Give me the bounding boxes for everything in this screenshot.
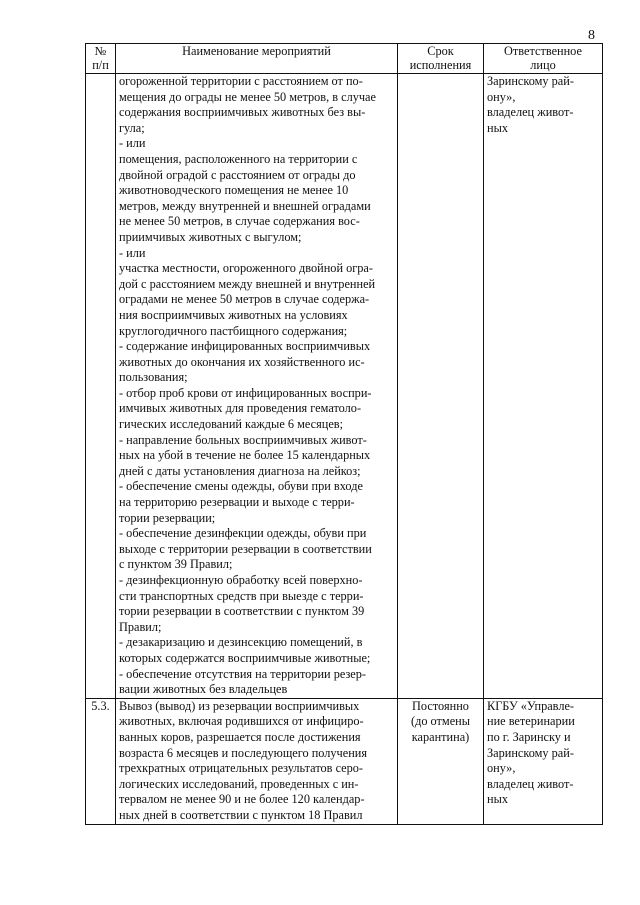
text-line: тервалом не менее 90 и не более 120 календар- <box>119 792 365 807</box>
text-line: животноводческого помещения не менее 10 <box>119 183 349 198</box>
text-line: сти транспортных средств при выезде с терри- <box>119 588 364 603</box>
text-line: Заринскому рай- <box>487 745 574 760</box>
text-line: трехкратных отрицательных результатов серо- <box>119 761 364 776</box>
text-line: Вывоз (вывод) из резервации восприимчивых <box>119 698 360 713</box>
text-line: ных на убой в течение не более 15 календарных <box>119 448 371 463</box>
text-line: КГБУ «Управле- <box>487 698 575 713</box>
text-line: карантина) <box>411 729 470 744</box>
text-line: - обеспечение дезинфекции одежды, обуви при <box>119 526 367 541</box>
text-line: по г. Заринску и <box>487 729 571 744</box>
text-line: ванных коров, разрешается после достижения <box>119 729 361 744</box>
text-line: владелец живот- <box>487 776 574 791</box>
text-line: на территорию резервации и выходе с терри- <box>119 495 355 510</box>
text-line: участка местности, огороженного двойной огра- <box>119 261 373 276</box>
text-line: тории резервации; <box>119 510 216 525</box>
text-line: приимчивых животных с выгулом; <box>119 229 302 244</box>
text-line: метров, между внутренней и внешней оградами <box>119 198 371 213</box>
text-line: дней с даты установления диагноза на лейкоз; <box>119 463 361 478</box>
text-line: возраста 6 месяцев и последующего получения <box>119 745 368 760</box>
header-num: № п/п <box>86 44 116 74</box>
text-line: - обеспечение смены одежды, обуви при входе <box>119 479 363 494</box>
text-line: логических исследований, проведенных с ин- <box>119 776 359 791</box>
text-line: (до отмены <box>410 714 471 729</box>
text-line: ных <box>487 792 508 807</box>
text-line: не менее 50 метров, в случае содержания вос- <box>119 214 360 229</box>
row1-term <box>398 74 484 699</box>
text-line: ону», <box>487 89 516 104</box>
text-line: двойной оградой с расстоянием от ограды до <box>119 167 356 182</box>
text-line: - или <box>119 245 146 260</box>
table-header-row <box>86 44 603 74</box>
table-row <box>86 74 603 699</box>
table-row <box>86 698 603 824</box>
header-name: Наименование мероприятий <box>116 44 398 74</box>
text-line: дой с расстоянием между внешней и внутренней <box>119 276 376 291</box>
text-line: Постоянно <box>412 698 469 713</box>
row2-term <box>398 698 484 824</box>
text-line: - или <box>119 136 146 151</box>
text-line: мещения до ограды не менее 50 метров, в случае <box>119 89 376 104</box>
text-line: которых содержатся восприимчивые животные; <box>119 650 371 665</box>
text-line: выходе с территории резервации в соответствии <box>119 541 372 556</box>
header-responsible: Ответственное лицо <box>484 44 603 74</box>
text-line: животных до окончания их хозяйственного ис- <box>119 354 365 369</box>
text-line: оградами не менее 50 метров в случае содержа- <box>119 292 370 307</box>
text-line: пользования; <box>119 370 188 385</box>
text-line: - дезинфекционную обработку всей поверхно- <box>119 573 363 587</box>
text-line: - обеспечение отсутствия на территории резер- <box>119 666 367 681</box>
text-line: - дезакаризацию и дезинсекцию помещений, в <box>119 635 363 650</box>
text-line: - направление больных восприимчивых живот- <box>119 432 367 447</box>
text-line: - содержание инфицированных восприимчивых <box>119 339 371 354</box>
text-line: ных <box>487 120 508 135</box>
text-line: животных, включая родившихся от инфициро- <box>119 714 364 729</box>
text-line: с пунктом 39 Правил; <box>119 557 233 572</box>
row2-responsible <box>484 698 603 824</box>
text-line: огороженной территории с расстоянием от по- <box>119 74 363 88</box>
row2-measures <box>116 698 398 824</box>
text-line: содержания восприимчивых животных без вы- <box>119 105 366 120</box>
text-line: Заринскому рай- <box>487 74 574 88</box>
measures-table <box>85 43 603 825</box>
text-line: ние ветеринарии <box>487 714 575 729</box>
text-line: владелец живот- <box>487 105 574 120</box>
text-line: ния восприимчивых животных на условиях <box>119 307 348 322</box>
row2-num: 5.3. <box>86 698 116 824</box>
text-line: ону», <box>487 761 516 776</box>
text-line: тории резервации в соответствии с пунктом 39 <box>119 604 365 619</box>
text-line: круглогодичного пастбищного содержания; <box>119 323 348 338</box>
text-line: помещения, расположенного на территории с <box>119 151 358 166</box>
row1-num <box>86 74 116 699</box>
page-number: 8 <box>588 28 595 43</box>
text-line: Правил; <box>119 619 162 634</box>
header-term: Срок исполнения <box>398 44 484 74</box>
text-line: имчивых животных для проведения гематоло- <box>119 401 362 416</box>
text-line: ных дней в соответствии с пунктом 18 Правил <box>119 807 363 822</box>
text-line: гула; <box>119 120 145 135</box>
text-line: гических исследований каждые 6 месяцев; <box>119 417 343 432</box>
row1-responsible <box>484 74 603 699</box>
text-line: - отбор проб крови от инфицированных воспри- <box>119 385 372 400</box>
text-line: вации животных без владельцев <box>119 682 288 697</box>
row1-measures <box>116 74 398 699</box>
